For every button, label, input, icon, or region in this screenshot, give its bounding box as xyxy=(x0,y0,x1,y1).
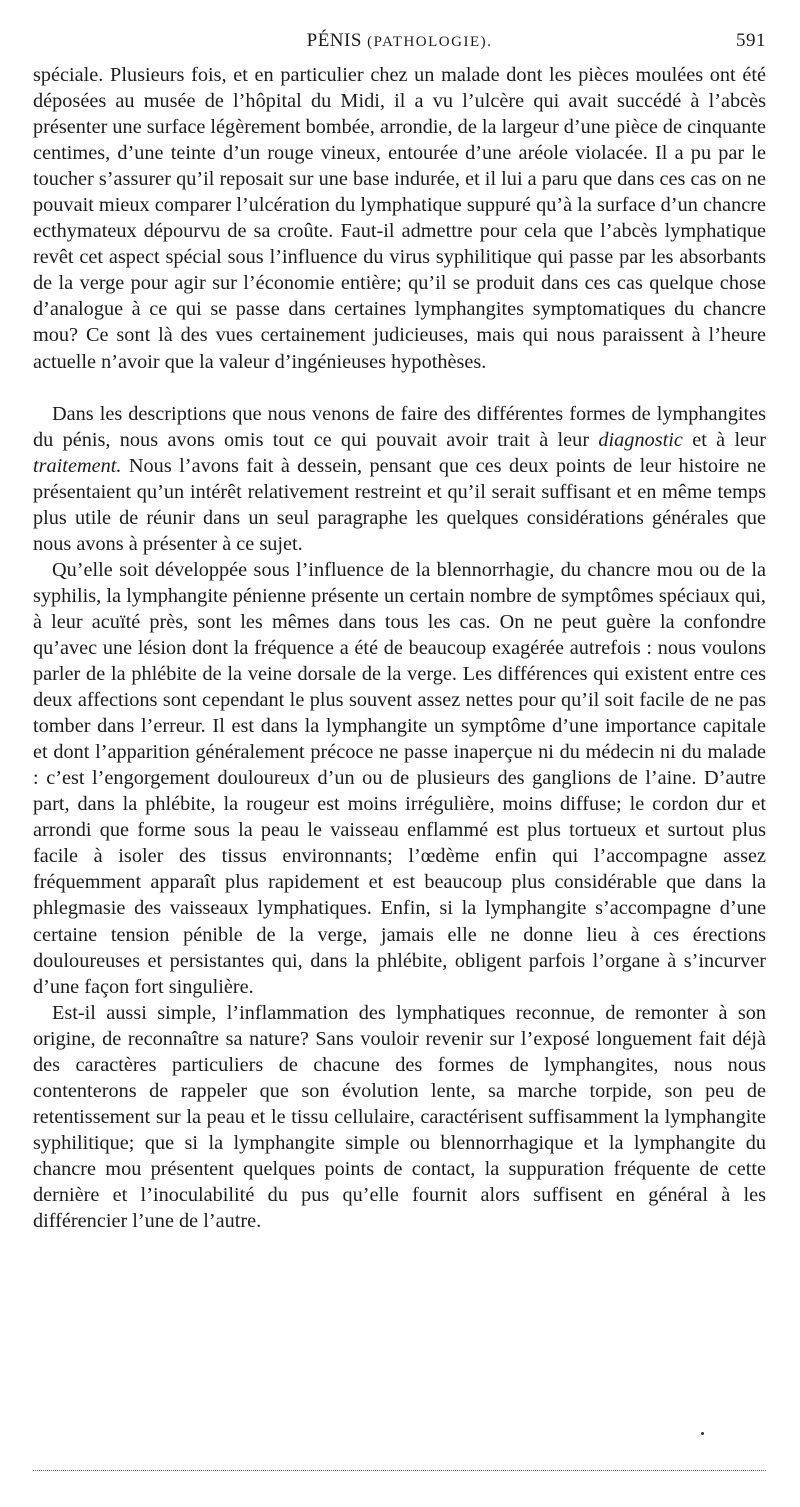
paragraph-diagnostic-intro xyxy=(33,401,766,557)
running-head-title-main: PÉNIS xyxy=(306,30,362,51)
page-number: 591 xyxy=(736,30,766,51)
footer-dotted-rule xyxy=(33,1470,766,1471)
paragraph-text: et à leur xyxy=(682,428,766,451)
italic-term-traitement: traitement. xyxy=(33,454,122,477)
print-speck xyxy=(701,1432,704,1435)
paragraph-continuation: spéciale. Plusieurs fois, et en particulier chez un malade dont les pièces moulées ont été déposées au musée de l’hôpital du Midi, il a vu l’ulcère qui avait succédé à l’abcès présenter une surface légèrement bombée, arrondie, de la largeur d’une pièce de cinquante centimes, d’une teinte d’un rouge vineux, entourée d’une aréole violacée. Il a pu par le toucher s’assurer qu’il reposait sur une base indurée, et il lui a paru que dans ces cas on ne pouvait mieux comparer l’ulcération du lymphatique suppuré qu’à la surface d’un chancre ecthymateux dépourvu de sa croûte. Faut-il admettre pour cela que l’abcès lymphatique revêt cet aspect spécial sous l’influence du virus syphilitique qui passe par les absorbants de la verge pour agir sur l’économie entière; qu’il se produit dans ces cas quelque chose d’analogue à ce qui se passe dans certaines lymphangites symptomatiques du chancre mou? Ce sont là des vues certainement judicieuses, mais qui nous paraissent à l’heure actuelle n’avoir que la valeur d’ingénieuses hypothèses. xyxy=(33,64,766,373)
running-head-title xyxy=(33,30,766,52)
paragraph-origin: Est-il aussi simple, l’inflammation des lymphatiques reconnue, de remonter à son origine, de reconnaître sa nature? Sans vouloir revenir sur l’exposé longuement fait déjà des caractères particuliers de chacune des formes de lymphangites, nous nous contenterons de rappeler que son évolution lente, sa marche torpide, son peu de retentissement sur la peau et le tissu cellulaire, caractérisent suffisamment la lymphangite syphilitique; que si la lymphangite simple ou blennorrhagique et la lymphangite du chancre mou présentent quelques points de contact, la suppuration fréquente de cette dernière et l’inoculabilité du pus qu’elle fournit alors suffisent en général à les différencier l’une de l’autre. xyxy=(33,1001,766,1233)
running-head-title-sub: (PATHOLOGIE). xyxy=(367,34,493,50)
italic-term-diagnostic: diagnostic xyxy=(598,428,683,451)
book-page xyxy=(33,0,766,1507)
running-head xyxy=(33,30,766,58)
paragraph-differential: Qu’elle soit développée sous l’influence de la blennorrhagie, du chancre mou ou de la syphilis, la lymphangite pénienne présente un certain nombre de symptômes spéciaux qui, à leur acuïté près, sont les mêmes dans tous les cas. On ne peut guère la confondre qu’avec une lésion dont la fréquence a été de beaucoup exagérée autrefois : nous voulons parler de la phlébite de la veine dorsale de la verge. Les différences qui existent entre ces deux affections sont cependant le plus souvent assez nettes pour qu’il soit facile de ne pas tomber dans l’erreur. Il est dans la lymphangite un symptôme d’une importance capitale et dont l’apparition généralement précoce ne passe inaperçue ni du médecin ni du malade : c’est l’engorgement douloureux d’un ou de plusieurs des ganglions de l’aine. D’autre part, dans la phlébite, la rougeur est moins irrégulière, moins diffuse; le cordon dur et arrondi que forme sous la peau le vaisseau enflammé est plus tortueux et surtout plus facile à isoler des tissus environnants; l’œdème enfin qui l’accompagne assez fréquemment apparaît plus rapidement et est beaucoup plus considérable que dans la phlegmasie des vaisseaux lymphatiques. Enfin, si la lymphangite s’accompagne d’une certaine tension pénible de la verge, jamais elle ne donne lieu à ces érections douloureuses et persistantes qui, dans la phlébite, obligent parfois l’organe à s’incurver d’une façon fort singulière. xyxy=(33,558,766,998)
paragraph-text: Nous l’avons fait à dessein, pensant que ces deux points de leur histoire ne présentaient qu’un intérêt relativement restreint et qu’il serait suffisant et en même temps plus utile de réunir dans un seul paragraphe les quelques considérations générales que nous avons à présenter à ce sujet. xyxy=(33,454,766,555)
body-text xyxy=(33,62,766,1234)
paragraph-text: Dans les descriptions que nous venons de faire des différentes formes de lymphangites du pénis, nous avons omis tout ce qui pouvait avoir trait à leur xyxy=(33,402,766,451)
